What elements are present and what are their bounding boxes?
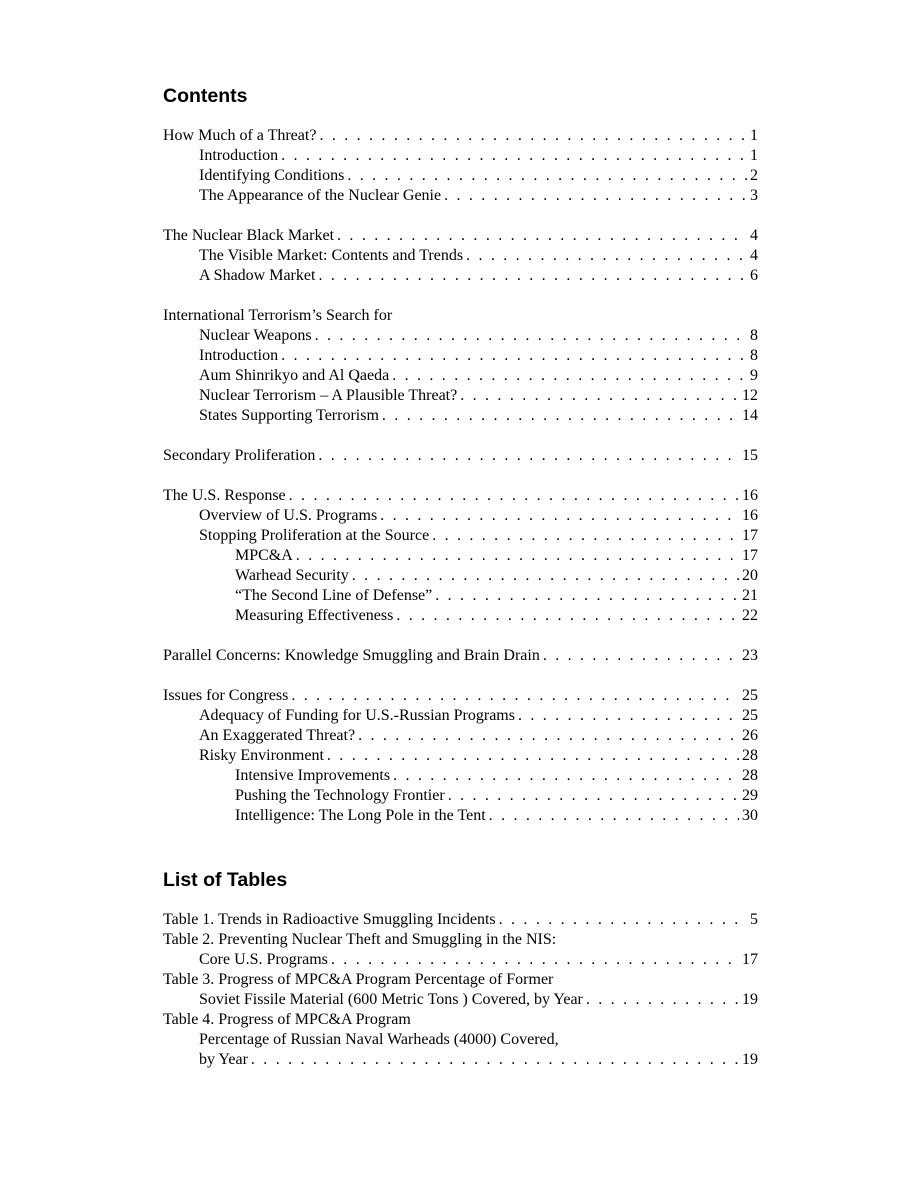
toc-entry-title: “The Second Line of Defense” [235, 587, 433, 604]
table-list-entry[interactable] [163, 950, 758, 970]
dot-leader [291, 686, 739, 706]
toc-page-number: 28 [742, 747, 758, 764]
toc-entry-title: Warhead Security [235, 567, 349, 584]
toc-page-number: 23 [742, 647, 758, 664]
toc-entry[interactable] [163, 266, 758, 286]
toc-page-number: 2 [750, 167, 758, 184]
table-list-entry[interactable] [163, 1030, 758, 1050]
toc-entry[interactable] [163, 606, 758, 626]
toc-entry[interactable] [163, 506, 758, 526]
toc-entry[interactable] [163, 166, 758, 186]
toc-page-number: 14 [742, 407, 758, 424]
toc-page-number: 8 [750, 347, 758, 364]
toc-entry-title: by Year [199, 1051, 248, 1068]
toc-page-number: 17 [742, 951, 758, 968]
dot-leader [281, 346, 747, 366]
toc-page-number: 28 [742, 767, 758, 784]
toc-entry[interactable] [163, 486, 758, 506]
section-spacer [163, 286, 758, 306]
toc-entry[interactable] [163, 146, 758, 166]
dot-leader [358, 726, 739, 746]
toc-entry-title: International Terrorism’s Search for [163, 307, 393, 324]
table-list-entry[interactable] [163, 930, 758, 950]
toc-entry[interactable] [163, 346, 758, 366]
toc-entry[interactable] [163, 446, 758, 466]
toc-page-number: 1 [750, 127, 758, 144]
toc-page-number: 4 [750, 247, 758, 264]
dot-leader [460, 386, 739, 406]
dot-leader [327, 746, 739, 766]
dot-leader [499, 910, 747, 930]
table-list-entry[interactable] [163, 910, 758, 930]
toc-entry-title: The Visible Market: Contents and Trends [199, 247, 464, 264]
dot-leader [352, 566, 739, 586]
dot-leader [296, 546, 739, 566]
contents-heading: Contents [163, 85, 248, 107]
section-spacer [163, 666, 758, 686]
toc-entry-title: Percentage of Russian Naval Warheads (4000) Covered, [199, 1031, 559, 1048]
toc-page-number: 17 [742, 527, 758, 544]
toc-entry-title: The Nuclear Black Market [163, 227, 335, 244]
toc-page-number: 9 [750, 367, 758, 384]
toc-entry-title: A Shadow Market [199, 267, 316, 284]
toc-page-number: 8 [750, 327, 758, 344]
toc-entry[interactable] [163, 306, 758, 326]
dot-leader [337, 226, 747, 246]
toc-entry-title: Table 4. Progress of MPC&A Program [163, 1011, 411, 1028]
toc-entry-title: The U.S. Response [163, 487, 286, 504]
toc-page-number: 19 [742, 991, 758, 1008]
section-spacer [163, 626, 758, 646]
toc-entry[interactable] [163, 406, 758, 426]
toc-entry-title: The Appearance of the Nuclear Genie [199, 187, 442, 204]
toc-page-number: 15 [742, 447, 758, 464]
dot-leader [489, 806, 739, 826]
toc-page-number: 25 [742, 707, 758, 724]
toc-entry-title: Nuclear Weapons [199, 327, 312, 344]
dot-leader [518, 706, 739, 726]
toc-entry-title: States Supporting Terrorism [199, 407, 379, 424]
dot-leader [251, 1050, 739, 1070]
table-list-entry[interactable] [163, 990, 758, 1010]
toc-entry-title: Secondary Proliferation [163, 447, 316, 464]
toc-entry-title: Adequacy of Funding for U.S.-Russian Programs [199, 707, 515, 724]
dot-leader [432, 526, 739, 546]
dot-leader [543, 646, 739, 666]
toc-entry-title: Aum Shinrikyo and Al Qaeda [199, 367, 390, 384]
dot-leader [393, 766, 739, 786]
toc-page-number: 20 [742, 567, 758, 584]
toc-entry[interactable] [163, 186, 758, 206]
dot-leader [289, 486, 739, 506]
toc-page-number: 17 [742, 547, 758, 564]
toc-page-number: 1 [750, 147, 758, 164]
toc-entry-title: Risky Environment [199, 747, 324, 764]
toc-entry-title: Parallel Concerns: Knowledge Smuggling and Brain Drain [163, 647, 540, 664]
dot-leader [396, 606, 739, 626]
toc-entry-title: Table 2. Preventing Nuclear Theft and Smuggling in the NIS: [163, 931, 557, 948]
toc-page-number: 22 [742, 607, 758, 624]
toc-entry-title: How Much of a Threat? [163, 127, 317, 144]
toc-entry[interactable] [163, 686, 758, 706]
dot-leader [318, 266, 747, 286]
toc-entry-title: Issues for Congress [163, 687, 289, 704]
toc-page-number: 16 [742, 507, 758, 524]
toc-page-number: 6 [750, 267, 758, 284]
toc-entry[interactable] [163, 386, 758, 406]
toc-entry[interactable] [163, 246, 758, 266]
toc-entry[interactable] [163, 126, 758, 146]
toc-entry[interactable] [163, 366, 758, 386]
table-list-entry[interactable] [163, 1050, 758, 1070]
dot-leader [466, 246, 747, 266]
toc-entry-title: Overview of U.S. Programs [199, 507, 378, 524]
section-spacer [163, 466, 758, 486]
toc-page-number: 29 [742, 787, 758, 804]
toc-entry-title: Identifying Conditions [199, 167, 345, 184]
toc-entry[interactable] [163, 706, 758, 726]
toc-page-number: 26 [742, 727, 758, 744]
toc-entry-title: Measuring Effectiveness [235, 607, 394, 624]
contents-list [163, 126, 758, 826]
list-of-tables [163, 910, 758, 1070]
dot-leader [448, 786, 739, 806]
dot-leader [586, 990, 739, 1010]
toc-page-number: 5 [750, 911, 758, 928]
toc-entry[interactable] [163, 326, 758, 346]
toc-page-number: 30 [742, 807, 758, 824]
toc-entry-title: Intensive Improvements [235, 767, 391, 784]
toc-entry-title: Soviet Fissile Material (600 Metric Tons ) Covered, by Year [199, 991, 583, 1008]
dot-leader [380, 506, 739, 526]
section-spacer [163, 206, 758, 226]
table-list-entry[interactable] [163, 1010, 758, 1030]
toc-entry[interactable] [163, 586, 758, 606]
toc-entry[interactable] [163, 226, 758, 246]
toc-page-number: 19 [742, 1051, 758, 1068]
toc-entry-title: Nuclear Terrorism – A Plausible Threat? [199, 387, 458, 404]
toc-page-number: 16 [742, 487, 758, 504]
toc-entry-title: MPC&A [235, 547, 293, 564]
toc-entry-title: Intelligence: The Long Pole in the Tent [235, 807, 486, 824]
toc-entry[interactable] [163, 806, 758, 826]
table-list-entry[interactable] [163, 970, 758, 990]
toc-page-number: 3 [750, 187, 758, 204]
toc-entry-title: Stopping Proliferation at the Source [199, 527, 430, 544]
toc-page-number: 25 [742, 687, 758, 704]
dot-leader [315, 326, 747, 346]
toc-entry[interactable] [163, 646, 758, 666]
dot-leader [331, 950, 739, 970]
toc-entry-title: Introduction [199, 147, 279, 164]
toc-entry-title: Table 3. Progress of MPC&A Program Percentage of Former [163, 971, 554, 988]
dot-leader [435, 586, 739, 606]
dot-leader [392, 366, 747, 386]
toc-entry-title: Core U.S. Programs [199, 951, 328, 968]
toc-entry[interactable] [163, 526, 758, 546]
toc-entry-title: Introduction [199, 347, 279, 364]
toc-entry[interactable] [163, 786, 758, 806]
list-of-tables-heading: List of Tables [163, 869, 288, 891]
toc-entry-title: An Exaggerated Threat? [199, 727, 356, 744]
toc-page-number: 4 [750, 227, 758, 244]
dot-leader [281, 146, 747, 166]
dot-leader [382, 406, 739, 426]
toc-entry[interactable] [163, 546, 758, 566]
toc-entry-title: Pushing the Technology Frontier [235, 787, 445, 804]
dot-leader [318, 446, 739, 466]
toc-entry-title: Table 1. Trends in Radioactive Smuggling Incidents [163, 911, 496, 928]
toc-entry[interactable] [163, 766, 758, 786]
toc-entry[interactable] [163, 726, 758, 746]
dot-leader [319, 126, 747, 146]
toc-page-number: 12 [742, 387, 758, 404]
dot-leader [444, 186, 747, 206]
toc-page-number: 21 [742, 587, 758, 604]
toc-entry[interactable] [163, 746, 758, 766]
section-spacer [163, 426, 758, 446]
dot-leader [347, 166, 747, 186]
toc-entry[interactable] [163, 566, 758, 586]
